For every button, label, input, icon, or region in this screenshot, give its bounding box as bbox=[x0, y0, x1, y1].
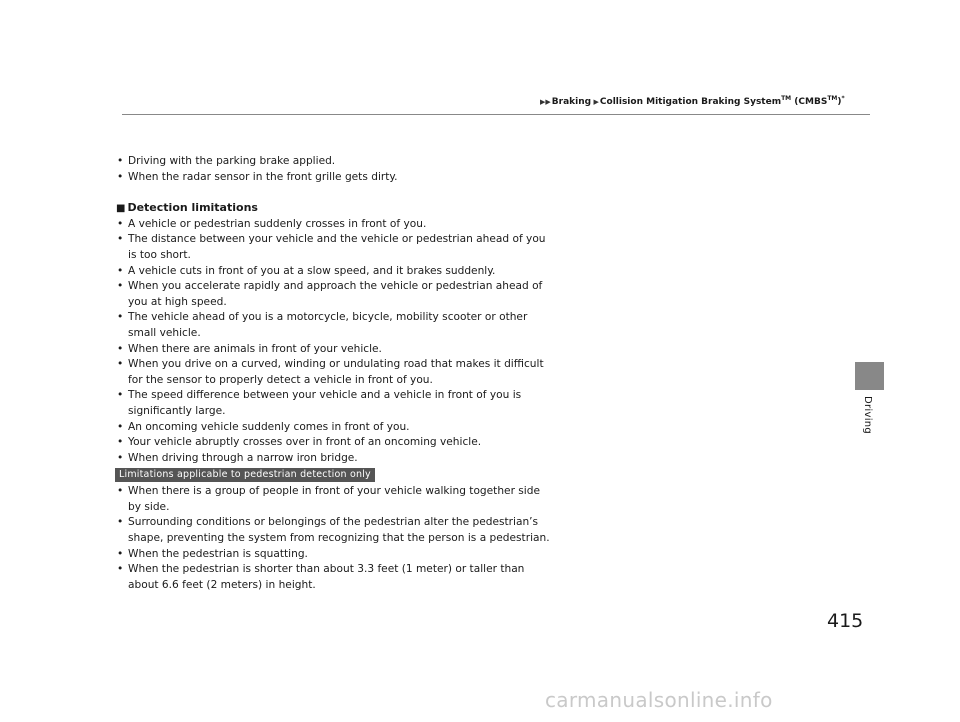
page-number: 415 bbox=[827, 610, 864, 632]
list-item: • When you drive on a curved, winding or undulating road that makes it difficult for the sensor to properly detect a vehicle in front of you. bbox=[117, 358, 544, 386]
list-item: • A vehicle or pedestrian suddenly crosses in front of you. bbox=[116, 217, 556, 233]
list-item: • Your vehicle abruptly crosses over in front of an oncoming vehicle. bbox=[116, 435, 556, 451]
bullet-dot-icon: • bbox=[117, 155, 124, 167]
trademark-mark: TM bbox=[781, 95, 792, 102]
list-item: • When the pedestrian is squatting. bbox=[116, 547, 556, 563]
bullet-dot-icon: • bbox=[117, 280, 124, 293]
bullet-dot-icon: • bbox=[117, 342, 124, 355]
page-content bbox=[116, 154, 556, 593]
bullet-dot-icon: • bbox=[117, 233, 124, 246]
list-item: • When there is a group of people in front of your vehicle walking together side by side. bbox=[117, 485, 540, 513]
asterisk-mark: * bbox=[841, 95, 845, 102]
bullet-dot-icon: • bbox=[117, 563, 124, 576]
chapter-tab[interactable] bbox=[855, 362, 884, 390]
list-item: • The vehicle ahead of you is a motorcycle, bicycle, mobility scooter or other small vehicle. bbox=[117, 311, 528, 339]
bullet-dot-icon: • bbox=[117, 420, 124, 433]
pedestrian-limitations-label: Limitations applicable to pedestrian detection only bbox=[115, 468, 375, 482]
breadcrumb-paren-close: ) bbox=[837, 97, 842, 107]
bullet-dot-icon: • bbox=[117, 389, 124, 402]
chapter-tab-label: Driving bbox=[862, 396, 873, 435]
list-item: • Surrounding conditions or belongings of the pedestrian alter the pedestrian’s shape, preventing the system from recognizing that the person is a pedestrian. bbox=[117, 516, 550, 545]
list-item: • Driving with the parking brake applied. bbox=[116, 154, 556, 170]
breadcrumb-arrow-icon: ▶▶ bbox=[540, 98, 551, 106]
bullet-dot-icon: • bbox=[117, 217, 124, 230]
bullet-dot-icon: • bbox=[117, 485, 124, 498]
bullet-dot-icon: • bbox=[117, 436, 124, 449]
header-divider bbox=[122, 114, 870, 115]
bullet-dot-icon: • bbox=[117, 311, 124, 324]
trademark-mark: TM bbox=[827, 95, 838, 102]
bullet-dot-icon: • bbox=[117, 516, 124, 529]
breadcrumb-arrow-icon: ▶ bbox=[591, 98, 599, 106]
breadcrumb-item-cmbs[interactable]: Collision Mitigation Braking System bbox=[599, 97, 782, 107]
list-item: • When you accelerate rapidly and approach the vehicle or pedestrian ahead of you at high speed. bbox=[117, 280, 543, 308]
breadcrumb-item-braking[interactable]: Braking bbox=[551, 97, 592, 107]
list-item: • An oncoming vehicle suddenly comes in front of you. bbox=[116, 420, 556, 436]
list-item: • The speed difference between your vehicle and a vehicle in front of you is significantly large. bbox=[117, 389, 522, 417]
list-item: • The distance between your vehicle and the vehicle or pedestrian ahead of you is too short. bbox=[117, 233, 546, 261]
detection-list bbox=[116, 217, 556, 467]
black-square-icon: ■ bbox=[116, 203, 126, 215]
bullet-dot-icon: • bbox=[117, 264, 124, 277]
bullet-dot-icon: • bbox=[117, 358, 124, 371]
list-item: • When driving through a narrow iron bridge. bbox=[116, 451, 556, 467]
list-item: • When there are animals in front of your vehicle. bbox=[116, 342, 556, 358]
spacer bbox=[116, 185, 556, 200]
intro-list bbox=[116, 154, 556, 185]
watermark: carmanualsonline.info bbox=[545, 688, 773, 712]
pedestrian-list bbox=[116, 484, 556, 593]
list-item: • When the radar sensor in the front grille gets dirty. bbox=[116, 170, 556, 186]
section-heading: ■ Detection limitations bbox=[116, 201, 258, 215]
bullet-dot-icon: • bbox=[117, 170, 124, 183]
breadcrumb bbox=[540, 95, 845, 107]
list-item: • A vehicle cuts in front of you at a slow speed, and it brakes suddenly. bbox=[116, 264, 556, 280]
bullet-dot-icon: • bbox=[117, 547, 124, 560]
breadcrumb-paren-open: (CMBS bbox=[791, 97, 828, 107]
bullet-dot-icon: • bbox=[117, 451, 124, 464]
list-item: • When the pedestrian is shorter than about 3.3 feet (1 meter) or taller than about 6.6 feet (2 meters) in height. bbox=[117, 563, 525, 591]
